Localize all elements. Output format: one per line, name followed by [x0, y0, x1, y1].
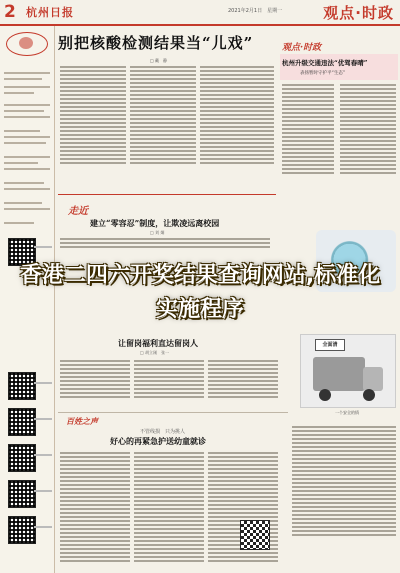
article-body — [60, 238, 270, 250]
second-byline: □ 刘 炯 — [150, 230, 165, 235]
main-byline: □ 戴 静 — [150, 58, 168, 63]
second-headline: 建立“零容忍”制度，让欺凌远离校园 — [90, 218, 220, 228]
article-body — [208, 360, 278, 400]
article-body — [134, 360, 204, 400]
article-body — [60, 66, 126, 166]
masthead — [0, 0, 400, 26]
article-body — [60, 452, 130, 564]
overlay-banner — [0, 252, 400, 334]
article-body — [200, 66, 274, 166]
section-kicker: 走近 — [68, 206, 88, 217]
article-body — [60, 360, 130, 400]
qr-code-icon — [8, 516, 36, 544]
third-headline: 让留岗福利直达留岗人 — [118, 338, 198, 348]
article-body — [292, 426, 396, 538]
qr-code-icon — [8, 408, 36, 436]
masthead-logo-icon — [6, 32, 48, 56]
qr-code-icon — [8, 444, 36, 472]
third-byline: □ 胡立刚 张一 — [140, 350, 170, 355]
cartoon-caption: 一个安全的情 — [335, 410, 359, 415]
newspaper-brand: 杭州日报 — [26, 6, 74, 19]
article-body — [340, 84, 396, 176]
article-body — [130, 66, 196, 166]
fourth-headline: 好心的再紧急护送幼童就诊 — [110, 436, 206, 446]
qr-code-icon — [8, 372, 36, 400]
truck-icon — [313, 357, 365, 391]
page-number: 2 — [4, 2, 16, 22]
article-body — [134, 452, 204, 564]
right-headline: 杭州升级交通违法“优驾春晴” — [282, 59, 368, 67]
right-subhead: 表扬暂时守护平“生态” — [300, 71, 346, 76]
truck-cartoon — [300, 334, 396, 408]
qr-code-icon — [8, 480, 36, 508]
main-headline: 别把核酸检测结果当“儿戏” — [58, 34, 254, 52]
right-kicker: 观点·时政 — [282, 43, 322, 53]
fourth-overline: 不管线损 只为挑人 — [140, 429, 186, 435]
qr-code-icon — [240, 520, 270, 550]
section-kicker: 百姓之声 — [66, 416, 98, 426]
article-body — [282, 84, 334, 176]
overlay-text: 香港二四六开奖结果查询网站,标准化实施程序 — [19, 263, 381, 322]
section-title: 观点·时政 — [323, 4, 394, 22]
cartoon-label: 全面清 — [315, 339, 345, 351]
dateline: 2021年2月1日 星期一 — [228, 8, 283, 14]
